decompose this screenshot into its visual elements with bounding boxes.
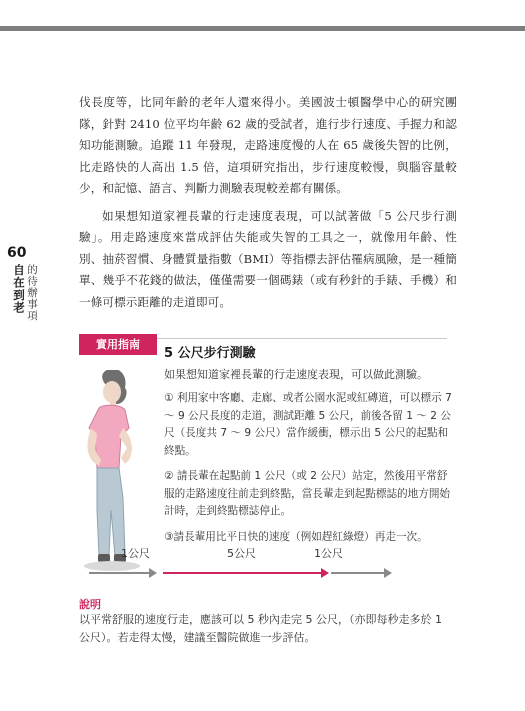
top-rule: [0, 26, 525, 31]
note-text: 以平常舒服的速度行走，應該可以 5 秒內走完 5 公尺，（亦即每秒走多於 1 公尺）。若走得太慢，建議至醫院做進一步評估。: [79, 613, 442, 644]
guide-intro: 如果想知道家裡長輩的行走速度表現，可以做此測驗。: [164, 368, 428, 381]
distance-right-label: 1公尺: [314, 547, 343, 560]
note-title: 說明: [79, 598, 101, 611]
guide-step-2: ② 請長輩在起點前 1 公尺（或 2 公尺）站定，然後用平常舒服的走路速度往前走到終點，當長輩走到起點標誌的地方開始計時，走到終點標誌停止。: [164, 470, 451, 517]
distance-diagram: [79, 545, 459, 585]
guide-step-1: ① 利用家中客廳、走廊、或者公園水泥或紅磚道，可以標示 7 ～ 9 公尺長度的走道，測試距離 5 公尺，前後各留 1 ～ 2 公尺（長度共 7 ～ 9 公尺）當作緩衝，標示出 5 公尺的起點和終點。: [164, 392, 452, 457]
distance-gray-arrow-right: [384, 568, 392, 578]
guide-steps: [164, 390, 452, 554]
body-paragraph-1: 伐長度等，比同年齡的老年人還來得小。美國波士頓醫學中心的研究團隊，針對 2410 位平均年齡 62 歲的受試者，進行步行速度、手握力和認知功能測驗。追蹤 11 年發現，走路速度慢的人在 65 歲後失智的比例，比走路快的人高出 1.5 倍，這項研究指出，步行速度較慢，與腦容量較少，和記憶、語言、判斷力測驗表現較差都有關係。: [79, 95, 457, 195]
guide-badge: 實用指南: [79, 334, 157, 355]
body-text: [79, 92, 457, 319]
guide-step-3: ③請長輩用比平日快的速度（例如趕紅綠燈）再走一次。: [164, 530, 428, 543]
section-title: 自在到老: [12, 264, 26, 314]
distance-pink-arrow: [321, 568, 329, 578]
page-number: 60: [7, 245, 27, 261]
side-tab: [0, 245, 48, 405]
guide-title: 5 公尺步行測驗: [164, 346, 256, 361]
distance-left-label: 1公尺: [121, 547, 150, 560]
distance-arrows-svg: [79, 545, 459, 585]
section-subtitle: 的待辦事項: [26, 264, 38, 322]
distance-middle-label: 5公尺: [227, 547, 256, 560]
distance-gray-arrow-left: [149, 568, 157, 578]
body-paragraph-2: 如果想知道家裡長輩的行走速度表現，可以試著做「5 公尺步行測驗」。用走路速度來當成評估失能或失智的工具之一，就像用年齡、性別、抽菸習慣、身體質量指數（BMI）等指標去評估罹病風險，是一種簡單、幾乎不花錢的做法，僅僅需要一個碼錶（或有秒針的手錶、手機）和一條可標示距離的走道即可。: [79, 208, 457, 309]
